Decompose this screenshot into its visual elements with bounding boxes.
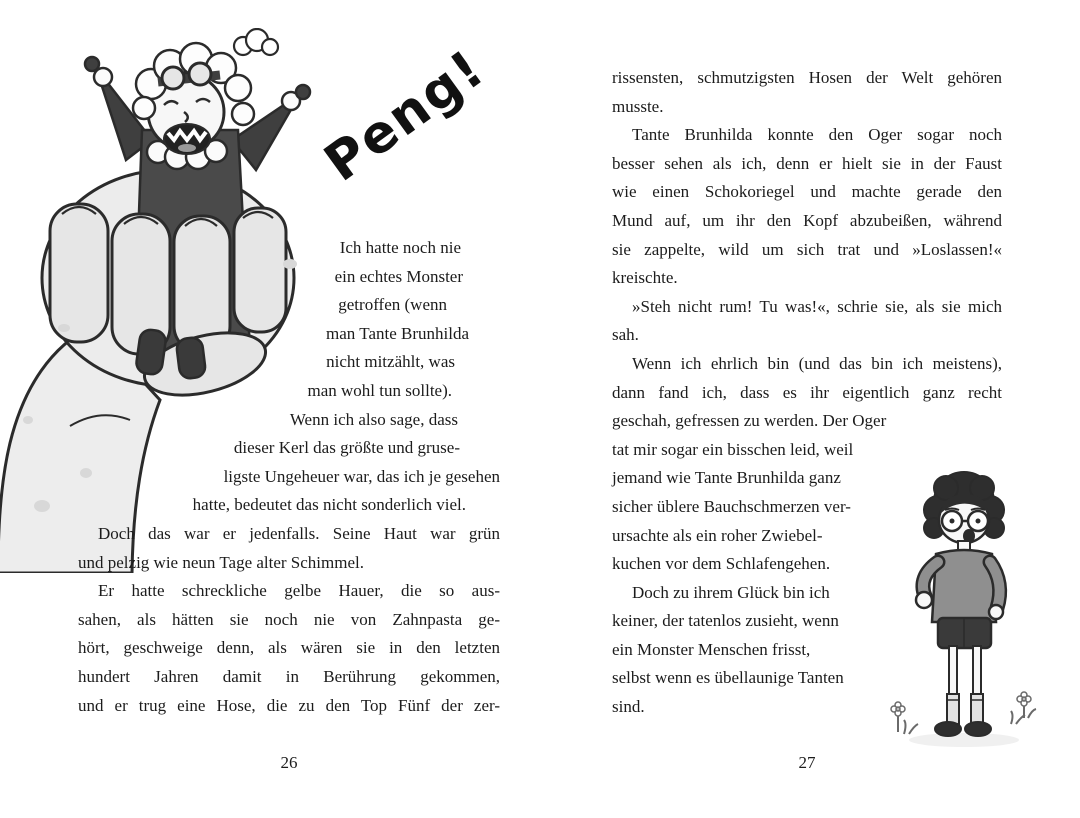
text-line: »Steh nicht rum! Tu was!«, schrie sie, als sie mich xyxy=(632,296,1002,316)
text-line: sah. xyxy=(612,325,639,345)
page-number-right: 27 xyxy=(798,753,816,772)
text-line: musste. xyxy=(612,96,664,116)
text-line: Doch zu ihrem Glück bin ich xyxy=(632,582,830,602)
text-line: ligste Ungeheuer war, das ich je gesehen xyxy=(223,466,500,486)
text-line: nicht mitzählt, was xyxy=(326,352,455,372)
text-line: Mund auf, um ihr den Kopf abzubeißen, während xyxy=(612,210,1002,230)
smoke-puff-icon xyxy=(234,29,278,55)
text-line: und pelzig wie neun Tage alter Schimmel. xyxy=(78,552,364,572)
text-line: jemand wie Tante Brunhilda ganz xyxy=(612,468,841,488)
sound-effect-peng: Peng! xyxy=(314,38,496,194)
text-line: geschah, gefressen zu werden. Der Oger xyxy=(612,411,887,431)
text-line: keiner, der tatenlos zusieht, wenn xyxy=(612,611,839,631)
text-line: tat mir sogar ein bisschen leid, weil xyxy=(612,439,854,459)
text-line: ein echtes Monster xyxy=(334,266,463,286)
text-line: ursachte als ein roher Zwiebel- xyxy=(612,525,823,545)
text-line: ein Monster Menschen frisst, xyxy=(612,639,811,659)
boy-shoe-right xyxy=(965,722,991,736)
text-line: Ich hatte noch nie xyxy=(339,238,461,257)
text-line: man Tante Brunhilda xyxy=(326,323,469,343)
left-page-text xyxy=(78,234,500,720)
text-line: hört, geschweige denn, als wären sie in den letzten xyxy=(78,638,500,658)
text-line: hatte, bedeutet das nicht sonderlich viel. xyxy=(192,495,466,515)
text-line: dann fand ich, dass es ihr eigentlich ganz recht xyxy=(612,382,1002,402)
text-line: selbst wenn es übellaunige Tanten xyxy=(612,668,844,688)
text-line: und er trug eine Hose, die zu den Top Fünf der zer- xyxy=(78,695,500,715)
boy-shoe-left xyxy=(935,722,961,736)
text-line: dieser Kerl das größte und gruse- xyxy=(233,438,460,458)
text-line: Doch das war er jedenfalls. Seine Haut war grün xyxy=(98,523,500,543)
text-line: sahen, als hätten sie noch nie von Zahnpasta ge- xyxy=(78,609,500,629)
flower-icon xyxy=(891,692,1031,716)
text-line: Wenn ich ehrlich bin (und das bin ich meistens), xyxy=(632,353,1002,373)
page-number-left: 26 xyxy=(280,753,298,772)
text-line: sind. xyxy=(612,697,645,717)
boy-raised-hand xyxy=(916,592,932,608)
boy-illustration xyxy=(876,466,1046,766)
text-line: wie einen Schokoriegel und machte gerade den xyxy=(612,182,1002,202)
text-line: Tante Brunhilda konnte den Oger sogar noch xyxy=(632,125,1002,145)
text-line: man wohl tun sollte). xyxy=(307,380,452,400)
text-line: Er hatte schreckliche gelbe Hauer, die so aus- xyxy=(98,581,500,601)
text-line: sie zappelte, wild um sich trat und »Loslassen!« xyxy=(612,239,1002,259)
text-line: kuchen vor dem Schlafengehen. xyxy=(612,554,831,574)
text-line: Wenn ich also sage, dass xyxy=(289,409,458,429)
text-line: hundert Jahren damit in Berührung gekommen, xyxy=(78,666,500,686)
text-line: sicher üblere Bauchschmerzen ver- xyxy=(612,496,851,516)
text-line: kreischte. xyxy=(612,268,678,288)
text-line: besser sehen als ich, denn er hielt sie in der Faust xyxy=(612,153,1002,173)
text-line: rissensten, schmutzigsten Hosen der Welt gehören xyxy=(612,68,1002,87)
text-line: getroffen (wenn xyxy=(338,295,447,315)
